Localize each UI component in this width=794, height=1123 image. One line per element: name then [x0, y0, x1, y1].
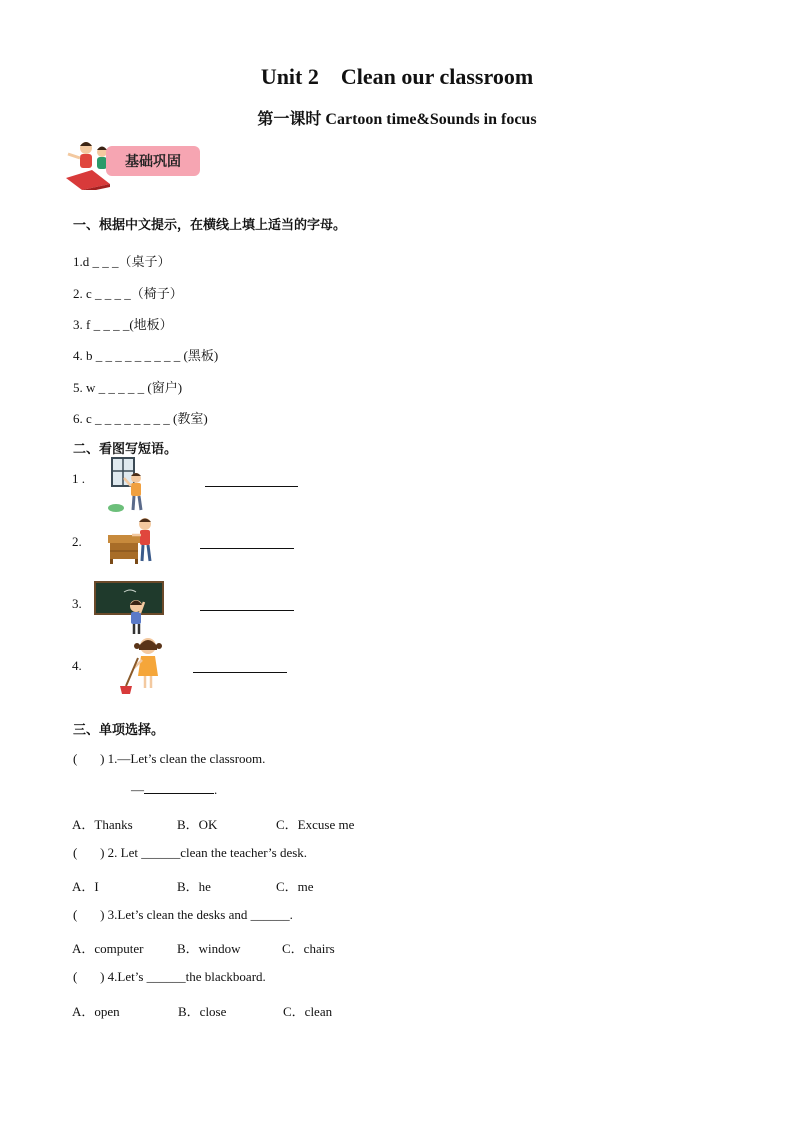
q2-option-b[interactable]: B．he — [177, 879, 211, 894]
fill-item-3: 3. f _ _ _ _(地板） — [73, 317, 173, 332]
fill-item-6: 6. c _ _ _ _ _ _ _ _ (教室) — [73, 411, 208, 426]
q3-option-c[interactable]: C．chairs — [282, 941, 335, 956]
floor-sweeping-girl-icon — [118, 634, 168, 696]
answer-line-2[interactable] — [200, 548, 294, 549]
q1-option-a[interactable]: A．Thanks — [72, 817, 133, 832]
q1-option-b[interactable]: B．OK — [177, 817, 218, 832]
section1-heading: 一、根据中文提示，在横线上填上适当的字母。 — [73, 218, 347, 233]
badge-label: 基础巩固 — [106, 146, 200, 176]
q2-option-c[interactable]: C．me — [276, 879, 314, 894]
q4-option-b[interactable]: B．close — [178, 1004, 227, 1019]
picture-item-3-number: 3. — [72, 596, 82, 611]
picture-item-4-number: 4. — [72, 658, 82, 673]
desk-cleaning-boy-icon — [106, 515, 156, 565]
reply-blank[interactable] — [144, 783, 214, 794]
answer-line-4[interactable] — [193, 672, 287, 673]
blackboard-cleaning-girl-icon — [94, 580, 166, 636]
picture-item-2-number: 2. — [72, 534, 82, 549]
lesson-subtitle: 第一课时 Cartoon time&Sounds in focus — [257, 111, 537, 128]
answer-line-3[interactable] — [200, 610, 294, 611]
section3-heading: 三、单项选择。 — [73, 723, 165, 738]
page-title — [0, 64, 794, 90]
fill-item-2: 2. c _ _ _ _（椅子） — [73, 286, 183, 301]
reply-end: . — [214, 782, 218, 797]
q4-option-a[interactable]: A．open — [72, 1004, 120, 1019]
fill-item-1: 1.d _ _ _（桌子） — [73, 254, 171, 269]
fill-item-4: 4. b _ _ _ _ _ _ _ _ _ (黑板) — [73, 348, 219, 363]
section2-heading: 二、看图写短语。 — [73, 442, 178, 457]
fill-item-5: 5. w _ _ _ _ _ (窗户) — [73, 380, 183, 395]
question-4-stem: ( ) 4.Let’s ______the blackboard. — [73, 969, 266, 984]
picture-item-1-number: 1 . — [72, 471, 85, 486]
question-2-stem: ( ) 2. Let ______clean the teacher’s desk. — [73, 845, 308, 860]
q3-option-b[interactable]: B．window — [177, 941, 241, 956]
q4-option-c[interactable]: C．clean — [283, 1004, 333, 1019]
q2-option-a[interactable]: A．I — [72, 879, 99, 894]
window-cleaning-boy-icon — [104, 456, 150, 514]
section-badge — [58, 134, 198, 190]
q1-option-c[interactable]: C．Excuse me — [276, 817, 355, 832]
unit-label: Unit 2 — [260, 64, 319, 89]
question-1-reply — [131, 782, 217, 798]
question-1-stem: ( ) 1.—Let’s clean the classroom. — [73, 751, 266, 766]
reply-dash: — — [131, 782, 144, 797]
unit-topic: Clean our classroom — [340, 64, 534, 89]
answer-line-1[interactable] — [205, 486, 298, 487]
q3-option-a[interactable]: A．computer — [72, 941, 144, 956]
question-3-stem: ( ) 3.Let’s clean the desks and ______. — [73, 907, 293, 922]
